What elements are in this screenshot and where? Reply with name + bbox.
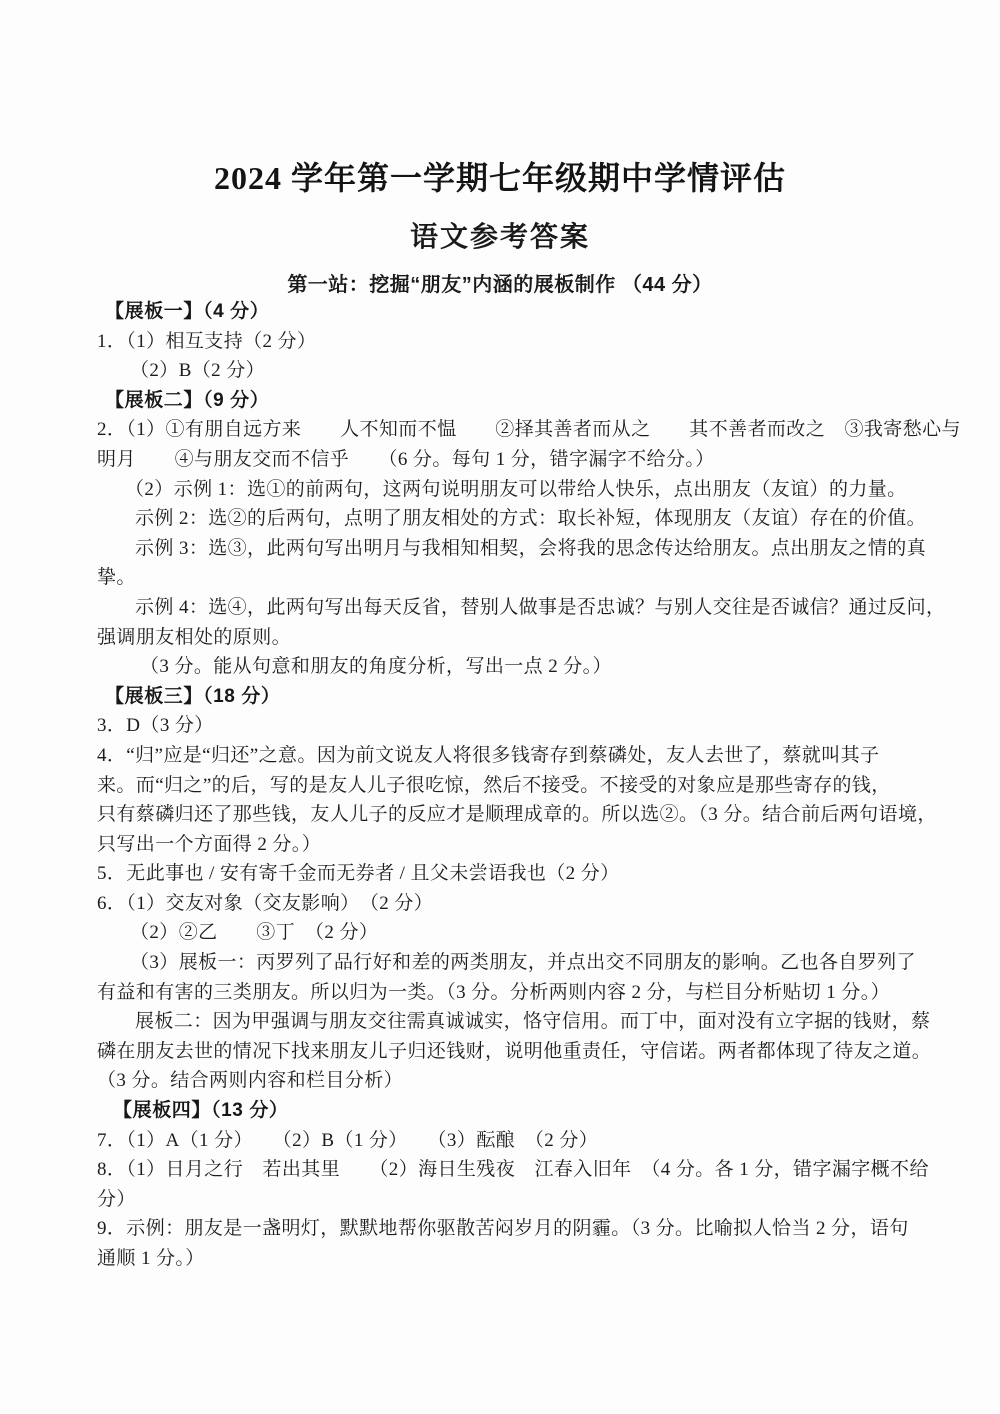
answer-4-line3: 只有蔡磷归还了那些钱，友人儿子的反应才是顺理成章的。所以选②。（3 分。结合前后两句语境，	[97, 804, 937, 826]
answer-1-part1: 1．（1）相互支持（2 分）	[97, 330, 317, 352]
answer-6-part3-line1: （3）展板一：丙罗列了品行好和差的两类朋友，并点出交不同朋友的影响。乙也各自罗列了	[130, 952, 916, 974]
board-3-heading: 【展板三】（18 分）	[105, 685, 281, 707]
board-4-heading: 【展板四】（13 分）	[113, 1100, 289, 1122]
answer-key-body	[97, 297, 961, 1274]
answer-2-part1-line2: 明月 ④与朋友交而不信乎 （6 分。每句 1 分，错字漏字不给分。）	[97, 448, 715, 470]
answer-2-example3-line2: 挚。	[97, 567, 136, 589]
answer-6-part2: （2）②乙 ③丁 （2 分）	[130, 922, 379, 944]
board-1-heading: 【展板一】（4 分）	[105, 301, 270, 322]
answer-8-line1: 8．（1）日月之行 若出其里 （2）海日生残夜 江春入旧年 （4 分。各 1 分，错字漏字概不给	[97, 1159, 929, 1181]
answer-6-part3-line4: 磷在朋友去世的情况下找来朋友儿子归还钱财，说明他重责任，守信诺。两者都体现了待友之道。	[97, 1040, 932, 1062]
answer-6-part3-line2: 有益和有害的三类朋友。所以归为一类。（3 分。分析两则内容 2 分，与栏目分析贴切 1 分。）	[97, 981, 891, 1003]
document-subtitle: 语文参考答案	[409, 221, 590, 252]
answer-2-example4-line2: 强调朋友相处的原则。	[97, 626, 292, 648]
answer-4-line1: 4．“归”应是“归还”之意。因为前文说友人将很多钱寄存到蔡磷处，友人去世了，蔡就叫其子	[97, 744, 880, 766]
answer-9-line1: 9．示例：朋友是一盏明灯，默默地帮你驱散苦闷岁月的阴霾。（3 分。比喻拟人恰当 2 分，语句	[97, 1218, 909, 1240]
answer-2-example3-line1: 示例 3：选③，此两句写出明月与我相知相契，会将我的思念传达给朋友。点出朋友之情的真	[135, 537, 927, 559]
answer-2-example2: 示例 2：选②的后两句，点明了朋友相处的方式：取长补短，体现朋友（友谊）存在的价值。	[135, 508, 927, 530]
answer-9-line2: 通顺 1 分。）	[97, 1248, 205, 1269]
answer-5: 5．无此事也 / 安有寄千金而无券者 / 且父未尝语我也（2 分）	[97, 863, 620, 885]
answer-6-part3-line3: 展板二：因为甲强调与朋友交往需真诚诚实，恪守信用。而丁中，面对没有立字据的钱财，蔡	[135, 1011, 931, 1033]
answer-2-part1-line1: 2．（1）①有朋自远方来 人不知而不愠 ②择其善者而从之 其不善者而改之 ③我寄愁心与	[97, 419, 961, 441]
answer-1-part2: （2）B（2 分）	[130, 360, 266, 382]
answer-4-line2: 来。而“归之”的后，写的是友人儿子很吃惊，然后不接受。不接受的对象应是那些寄存的钱，	[97, 774, 891, 796]
answer-4-line4: 只写出一个方面得 2 分。）	[97, 833, 322, 855]
answer-2-example4-line1: 示例 4：选④，此两句写出每天反省，替别人做事是否忠诚？与别人交往是否诚信？通过反问，	[135, 596, 946, 618]
answer-8-line2: 分）	[97, 1188, 136, 1210]
answer-6-scoring-note: （3 分。结合两则内容和栏目分析）	[97, 1070, 404, 1092]
answer-7: 7．（1）A（1 分） （2）B（1 分） （3）酝酿 （2 分）	[97, 1129, 599, 1151]
answer-6-part1: 6．（1）交友对象（交友影响） （2 分）	[97, 892, 434, 914]
document-title: 2024 学年第一学期七年级期中学情评估	[213, 160, 786, 196]
section-heading: 第一站：挖掘“朋友”内涵的展板制作 （44 分）	[287, 274, 713, 296]
board-2-heading: 【展板二】（9 分）	[105, 389, 270, 411]
answer-3: 3．D（3 分）	[97, 715, 214, 737]
answer-2-scoring-note: （3 分。能从句意和朋友的角度分析，写出一点 2 分。）	[140, 656, 612, 678]
answer-2-example1: （2）示例 1：选①的前两句，这两句说明朋友可以带给人快乐，点出朋友（友谊）的力量。	[125, 478, 907, 500]
